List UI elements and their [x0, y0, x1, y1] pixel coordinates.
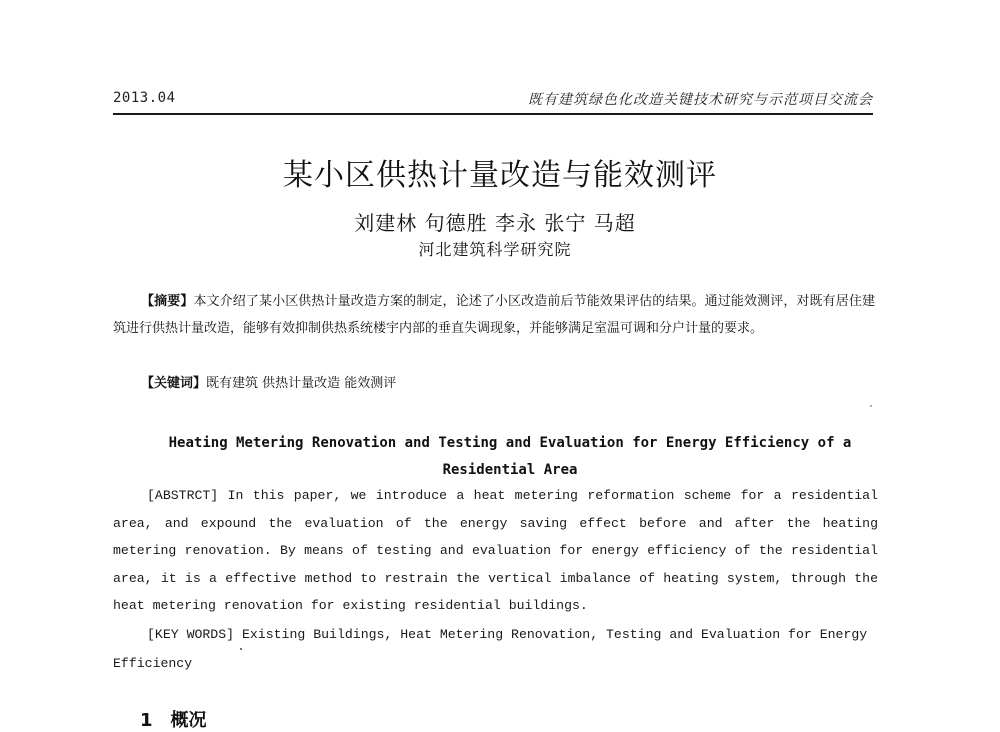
scan-speck: [240, 648, 242, 650]
chinese-keywords-label: 【关键词】: [141, 376, 207, 391]
author-list: 刘建林 句德胜 李永 张宁 马超: [354, 211, 636, 235]
header-date: 2013.04: [113, 90, 176, 106]
chinese-keywords-text: 既有建筑 供热计量改造 能效测评: [206, 376, 397, 391]
english-keywords-text: Existing Buildings, Heat Metering Renovation, Testing and Evaluation for Energy Efficiency: [113, 627, 868, 671]
english-abstract-text: In this paper, we introduce a heat metering reformation scheme for a residential area, and expound the evaluation of the energy saving effect before and after the heating metering renovation. By means of testing and evaluation for energy efficiency of the residential area, it is a effective method to restrain the vertical imbalance of heating system, through the heat metering renovation for existing residential buildings.: [113, 488, 878, 613]
chinese-abstract: [113, 288, 875, 342]
english-keywords: [113, 620, 878, 678]
chinese-abstract-label: 【摘要】: [141, 294, 194, 309]
section-heading: [140, 706, 207, 732]
english-abstract-label: [ABSTRCT]: [147, 488, 219, 503]
paper-title: 某小区供热计量改造与能效测评: [283, 158, 717, 193]
chinese-abstract-text: 本文介绍了某小区供热计量改造方案的制定，论述了小区改造前后节能效果评估的结果。通过能效测评，对既有居住建筑进行供热计量改造，能够有效抑制供热系统楼宇内部的垂直失调现象，并能够满足室温可调和分户计量的要求。: [113, 294, 875, 336]
chinese-keywords: [141, 372, 396, 391]
section-title: 概况: [170, 710, 207, 731]
english-abstract: [113, 482, 878, 620]
english-keywords-label: [KEY WORDS]: [147, 627, 235, 642]
author-affiliation: 河北建筑科学研究院: [418, 240, 572, 259]
running-header: [113, 88, 873, 114]
section-number: 1: [140, 710, 153, 731]
header-journal-name: 既有建筑绿色化改造关键技术研究与示范项目交流会: [528, 92, 873, 108]
scan-speck: [870, 405, 872, 407]
header-rule: [113, 113, 873, 115]
english-title: Heating Metering Renovation and Testing and Evaluation for Energy Efficiency of a Residential Area: [168, 435, 852, 478]
